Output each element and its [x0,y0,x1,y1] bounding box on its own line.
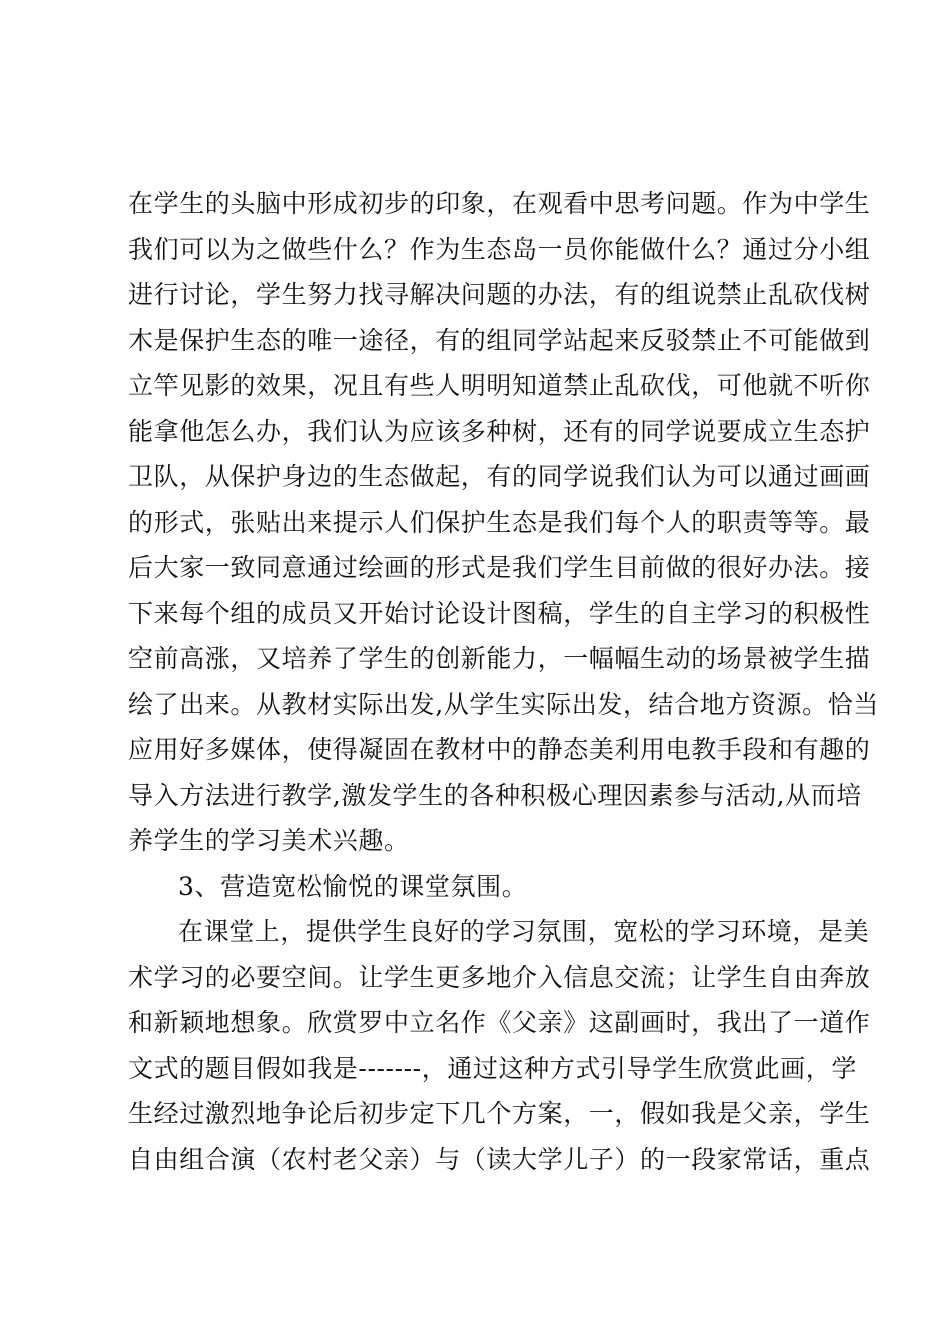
text-line-1: 在学生的头脑中形成初步的印象，在观看中思考问题。作为中学生 [128,189,871,218]
text-line-3: 进行讨论，学生努力找寻解决问题的办法，有的组说禁止乱砍伐树 [128,280,871,309]
text-line-22: 自由组合演（农村老父亲）与（读大学儿子）的一段家常话，重点 [128,1144,871,1174]
text-line-9: 后大家一致同意通过绘画的形式是我们学生目前做的很好办法。接 [128,553,871,582]
text-line-19: 和新颖地想象。欣赏罗中立名作《父亲》这副画时，我出了一道作 [128,1008,871,1037]
text-line-15: 养学生的学习美术兴趣。 [128,826,410,855]
text-line-12: 绘了出来。从教材实际出发,从学生实际出发，结合地方资源。恰当 [128,689,879,719]
text-line-4: 木是保护生态的唯一途径，有的组同学站起来反驳禁止不可能做到 [128,325,871,355]
text-line-10: 下来每个组的成员又开始讨论设计图稿，学生的自主学习的积极性 [128,598,871,628]
text-line-11: 空前高涨，又培养了学生的创新能力，一幅幅生动的场景被学生描 [128,644,871,673]
text-line-7: 卫队，从保护身边的生态做起，有的同学说我们认为可以通过画画 [128,462,871,491]
text-line-8: 的形式，张贴出来提示人们保护生态是我们每个人的职责等等。最 [128,507,871,537]
body-text [128,181,879,1182]
text-line-6: 能拿他怎么办，我们认为应该多种树，还有的同学说要成立生态护 [128,416,871,446]
section-heading: 3、营造宽松愉悦的课堂氛围。 [178,871,528,901]
text-line-17: 在课堂上，提供学生良好的学习氛围，宽松的学习环境，是美 [178,917,870,946]
text-line-5: 立竿见影的效果，况且有些人明明知道禁止乱砍伐，可他就不听你 [128,371,871,400]
text-line-18: 术学习的必要空间。让学生更多地介入信息交流；让学生自由奔放 [128,962,871,992]
text-line-21: 生经过激烈地争论后初步定下几个方案，一，假如我是父亲，学生 [128,1099,871,1128]
text-line-13: 应用好多媒体，使得凝固在教材中的静态美利用电教手段和有趣的 [128,735,871,764]
text-line-2: 我们可以为之做些什么？作为生态岛一员你能做什么？通过分小组 [128,234,871,264]
text-line-14: 导入方法进行教学,激发学生的各种积极心理因素参与活动,从而培 [128,780,862,810]
text-line-20: 文式的题目假如我是-------，通过这种方式引导学生欣赏此画，学 [128,1053,857,1083]
